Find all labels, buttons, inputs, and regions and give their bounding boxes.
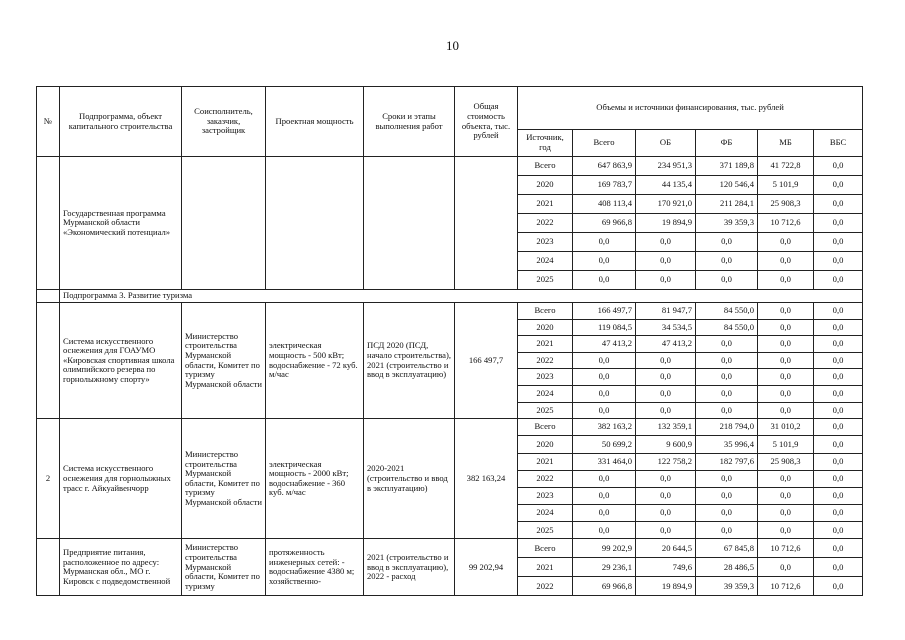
cell-fb: 211 284,1: [696, 195, 758, 214]
cell-source: 2025: [518, 522, 573, 539]
cell-mb: 5 101,9: [758, 176, 814, 195]
object-name: Система искусственного оснежения для горнолыжных трасс г. Айкуайвенчорр: [60, 419, 182, 539]
cell-ob: 19 894,9: [636, 577, 696, 596]
object-capacity: электрическая мощность - 2000 кВт; водоснабжение - 360 куб. м/час: [266, 419, 364, 539]
cell-ob: 749,6: [636, 558, 696, 577]
cell-source: 2021: [518, 453, 573, 470]
cell-source: 2024: [518, 505, 573, 522]
cell-vbs: 0,0: [814, 385, 863, 402]
cell-source: 2022: [518, 470, 573, 487]
cell-fb: 0,0: [696, 470, 758, 487]
cell-fb: 0,0: [696, 233, 758, 252]
table-row: [37, 303, 863, 320]
header-mb: МБ: [758, 130, 814, 157]
cell-source: 2020: [518, 319, 573, 336]
cell-fb: 84 550,0: [696, 319, 758, 336]
cell-mb: 31 010,2: [758, 419, 814, 436]
header-coexecutor: Соисполнитель, заказчик, застройщик: [182, 87, 266, 157]
cell-ob: 170 921,0: [636, 195, 696, 214]
cell-vbs: 0,0: [814, 352, 863, 369]
cell-fb: 0,0: [696, 505, 758, 522]
cell-ob: 0,0: [636, 369, 696, 386]
cell-fb: 0,0: [696, 271, 758, 290]
object-coexecutor: [182, 157, 266, 290]
subprogram-row: [37, 290, 863, 303]
cell-ob: 44 135,4: [636, 176, 696, 195]
object-num: [37, 303, 60, 419]
cell-mb: 0,0: [758, 470, 814, 487]
cell-ob: 47 413,2: [636, 336, 696, 353]
cell-source: 2023: [518, 369, 573, 386]
header-source-year: Источник, год: [518, 130, 573, 157]
cell-total: 47 413,2: [573, 336, 636, 353]
cell-vbs: 0,0: [814, 252, 863, 271]
cell-fb: 39 359,3: [696, 577, 758, 596]
cell-fb: 182 797,6: [696, 453, 758, 470]
cell-mb: 25 908,3: [758, 195, 814, 214]
header-terms: Сроки и этапы выполнения работ: [364, 87, 455, 157]
cell-fb: 0,0: [696, 369, 758, 386]
object-num: [37, 539, 60, 596]
cell-source: 2021: [518, 195, 573, 214]
cell-ob: 9 600,9: [636, 436, 696, 453]
cell-mb: 10 712,6: [758, 577, 814, 596]
object-cost: 382 163,24: [455, 419, 518, 539]
cell-total: 382 163,2: [573, 419, 636, 436]
cell-fb: 0,0: [696, 252, 758, 271]
cell-source: 2024: [518, 252, 573, 271]
cell-total: 69 966,8: [573, 577, 636, 596]
object-coexecutor: Министерство строительства Мурманской области, Комитет по туризму Мурманской области: [182, 419, 266, 539]
object-name: Государственная программа Мурманской области «Экономический потенциал»: [60, 157, 182, 290]
object-cost: [455, 157, 518, 290]
cell-ob: 122 758,2: [636, 453, 696, 470]
cell-total: 169 783,7: [573, 176, 636, 195]
cell-fb: 35 996,4: [696, 436, 758, 453]
cell-ob: 0,0: [636, 252, 696, 271]
cell-mb: 0,0: [758, 558, 814, 577]
cell-mb: 5 101,9: [758, 436, 814, 453]
header-financing: Объемы и источники финансирования, тыс. рублей: [518, 87, 863, 130]
cell-vbs: 0,0: [814, 453, 863, 470]
cell-total: 647 863,9: [573, 157, 636, 176]
cell-source: Всего: [518, 157, 573, 176]
cell-mb: 0,0: [758, 271, 814, 290]
cell-ob: 34 534,5: [636, 319, 696, 336]
cell-vbs: 0,0: [814, 176, 863, 195]
cell-ob: 0,0: [636, 385, 696, 402]
object-num: [37, 157, 60, 290]
cell-total: 0,0: [573, 233, 636, 252]
cell-fb: 84 550,0: [696, 303, 758, 320]
financing-table: [36, 86, 863, 596]
cell-fb: 67 845,8: [696, 539, 758, 558]
cell-ob: 132 359,1: [636, 419, 696, 436]
header-num: №: [37, 87, 60, 157]
cell-fb: 120 546,4: [696, 176, 758, 195]
object-coexecutor: Министерство строительства Мурманской области, Комитет по туризму: [182, 539, 266, 596]
page-number: 10: [446, 38, 459, 53]
cell-source: 2025: [518, 271, 573, 290]
cell-ob: 20 644,5: [636, 539, 696, 558]
subprogram-title: Подпрограмма 3. Развитие туризма: [60, 290, 863, 303]
cell-mb: 0,0: [758, 233, 814, 252]
cell-mb: 10 712,6: [758, 539, 814, 558]
cell-total: 0,0: [573, 252, 636, 271]
cell-mb: 0,0: [758, 352, 814, 369]
cell-fb: 0,0: [696, 336, 758, 353]
cell-mb: 0,0: [758, 385, 814, 402]
cell-ob: 0,0: [636, 522, 696, 539]
cell-vbs: 0,0: [814, 271, 863, 290]
cell-total: 50 699,2: [573, 436, 636, 453]
cell-total: 0,0: [573, 522, 636, 539]
cell-vbs: 0,0: [814, 402, 863, 419]
cell-mb: 0,0: [758, 303, 814, 320]
object-name: Система искусственного оснежения для ГОАУМО «Кировская спортивная школа олимпийского резерва по горнолыжному спорту»: [60, 303, 182, 419]
object-capacity: электрическая мощность - 500 кВт; водоснабжение - 72 куб. м/час: [266, 303, 364, 419]
object-capacity: [266, 157, 364, 290]
header-object: Подпрограмма, объект капитального строительства: [60, 87, 182, 157]
object-num: 2: [37, 419, 60, 539]
cell-source: 2022: [518, 352, 573, 369]
cell-source: Всего: [518, 539, 573, 558]
cell-fb: 39 359,3: [696, 214, 758, 233]
cell-total: 119 084,5: [573, 319, 636, 336]
cell-total: 0,0: [573, 385, 636, 402]
cell-fb: 218 794,0: [696, 419, 758, 436]
cell-ob: 0,0: [636, 487, 696, 504]
cell-vbs: 0,0: [814, 539, 863, 558]
cell-mb: 41 722,8: [758, 157, 814, 176]
table-row: [37, 539, 863, 558]
cell-total: 0,0: [573, 505, 636, 522]
cell-total: 166 497,7: [573, 303, 636, 320]
cell-vbs: 0,0: [814, 195, 863, 214]
cell-total: 29 236,1: [573, 558, 636, 577]
cell-source: Всего: [518, 419, 573, 436]
cell-vbs: 0,0: [814, 577, 863, 596]
cell-source: 2021: [518, 336, 573, 353]
cell-fb: 371 189,8: [696, 157, 758, 176]
cell-vbs: 0,0: [814, 233, 863, 252]
cell-total: 0,0: [573, 369, 636, 386]
cell-source: Всего: [518, 303, 573, 320]
cell-total: 408 113,4: [573, 195, 636, 214]
cell-ob: 0,0: [636, 271, 696, 290]
object-cost: 166 497,7: [455, 303, 518, 419]
cell-mb: 0,0: [758, 402, 814, 419]
header-capacity: Проектная мощность: [266, 87, 364, 157]
cell-mb: 0,0: [758, 252, 814, 271]
subprogram-num: [37, 290, 60, 303]
object-coexecutor: Министерство строительства Мурманской области, Комитет по туризму Мурманской области: [182, 303, 266, 419]
cell-mb: 0,0: [758, 522, 814, 539]
cell-source: 2023: [518, 233, 573, 252]
cell-ob: 81 947,7: [636, 303, 696, 320]
cell-ob: 0,0: [636, 402, 696, 419]
cell-ob: 0,0: [636, 470, 696, 487]
cell-vbs: 0,0: [814, 436, 863, 453]
table-row: [37, 419, 863, 436]
cell-ob: 0,0: [636, 352, 696, 369]
cell-vbs: 0,0: [814, 505, 863, 522]
cell-fb: 0,0: [696, 385, 758, 402]
cell-vbs: 0,0: [814, 558, 863, 577]
object-terms: ПСД 2020 (ПСД, начало строительства), 2021 (строительство и ввод в эксплуатацию): [364, 303, 455, 419]
cell-source: 2021: [518, 558, 573, 577]
cell-source: 2025: [518, 402, 573, 419]
cell-total: 99 202,9: [573, 539, 636, 558]
cell-ob: 234 951,3: [636, 157, 696, 176]
header-vsego: Всего: [573, 130, 636, 157]
header-fb: ФБ: [696, 130, 758, 157]
cell-vbs: 0,0: [814, 470, 863, 487]
object-cost: 99 202,94: [455, 539, 518, 596]
cell-vbs: 0,0: [814, 157, 863, 176]
cell-vbs: 0,0: [814, 214, 863, 233]
cell-source: 2020: [518, 176, 573, 195]
object-terms: 2021 (строительство и ввод в эксплуатацию), 2022 - расход: [364, 539, 455, 596]
header-total-cost: Общая стоимость объекта, тыс. рублей: [455, 87, 518, 157]
cell-total: 0,0: [573, 487, 636, 504]
cell-mb: 0,0: [758, 487, 814, 504]
cell-fb: 0,0: [696, 522, 758, 539]
cell-vbs: 0,0: [814, 336, 863, 353]
cell-source: 2023: [518, 487, 573, 504]
cell-ob: 0,0: [636, 505, 696, 522]
cell-mb: 25 908,3: [758, 453, 814, 470]
cell-ob: 0,0: [636, 233, 696, 252]
object-terms: [364, 157, 455, 290]
cell-ob: 19 894,9: [636, 214, 696, 233]
cell-source: 2022: [518, 214, 573, 233]
cell-vbs: 0,0: [814, 319, 863, 336]
cell-fb: 0,0: [696, 352, 758, 369]
cell-vbs: 0,0: [814, 303, 863, 320]
cell-total: 0,0: [573, 271, 636, 290]
header-ob: ОБ: [636, 130, 696, 157]
cell-vbs: 0,0: [814, 522, 863, 539]
cell-total: 0,0: [573, 352, 636, 369]
cell-vbs: 0,0: [814, 369, 863, 386]
table-row: [37, 157, 863, 176]
object-capacity: протяженность инженерных сетей: - водоснабжение 4380 м; хозяйственно-: [266, 539, 364, 596]
cell-mb: 0,0: [758, 369, 814, 386]
cell-source: 2020: [518, 436, 573, 453]
cell-mb: 0,0: [758, 319, 814, 336]
cell-mb: 10 712,6: [758, 214, 814, 233]
cell-total: 0,0: [573, 402, 636, 419]
cell-fb: 0,0: [696, 487, 758, 504]
cell-mb: 0,0: [758, 336, 814, 353]
cell-vbs: 0,0: [814, 487, 863, 504]
cell-total: 331 464,0: [573, 453, 636, 470]
object-terms: 2020-2021 (строительство и ввод в эксплуатацию): [364, 419, 455, 539]
cell-source: 2022: [518, 577, 573, 596]
cell-source: 2024: [518, 385, 573, 402]
header-vbs: ВБС: [814, 130, 863, 157]
cell-total: 69 966,8: [573, 214, 636, 233]
object-name: Предприятие питания, расположенное по адресу: Мурманская обл., МО г. Кировск с подведомственной: [60, 539, 182, 596]
cell-fb: 28 486,5: [696, 558, 758, 577]
cell-total: 0,0: [573, 470, 636, 487]
cell-vbs: 0,0: [814, 419, 863, 436]
cell-mb: 0,0: [758, 505, 814, 522]
cell-fb: 0,0: [696, 402, 758, 419]
